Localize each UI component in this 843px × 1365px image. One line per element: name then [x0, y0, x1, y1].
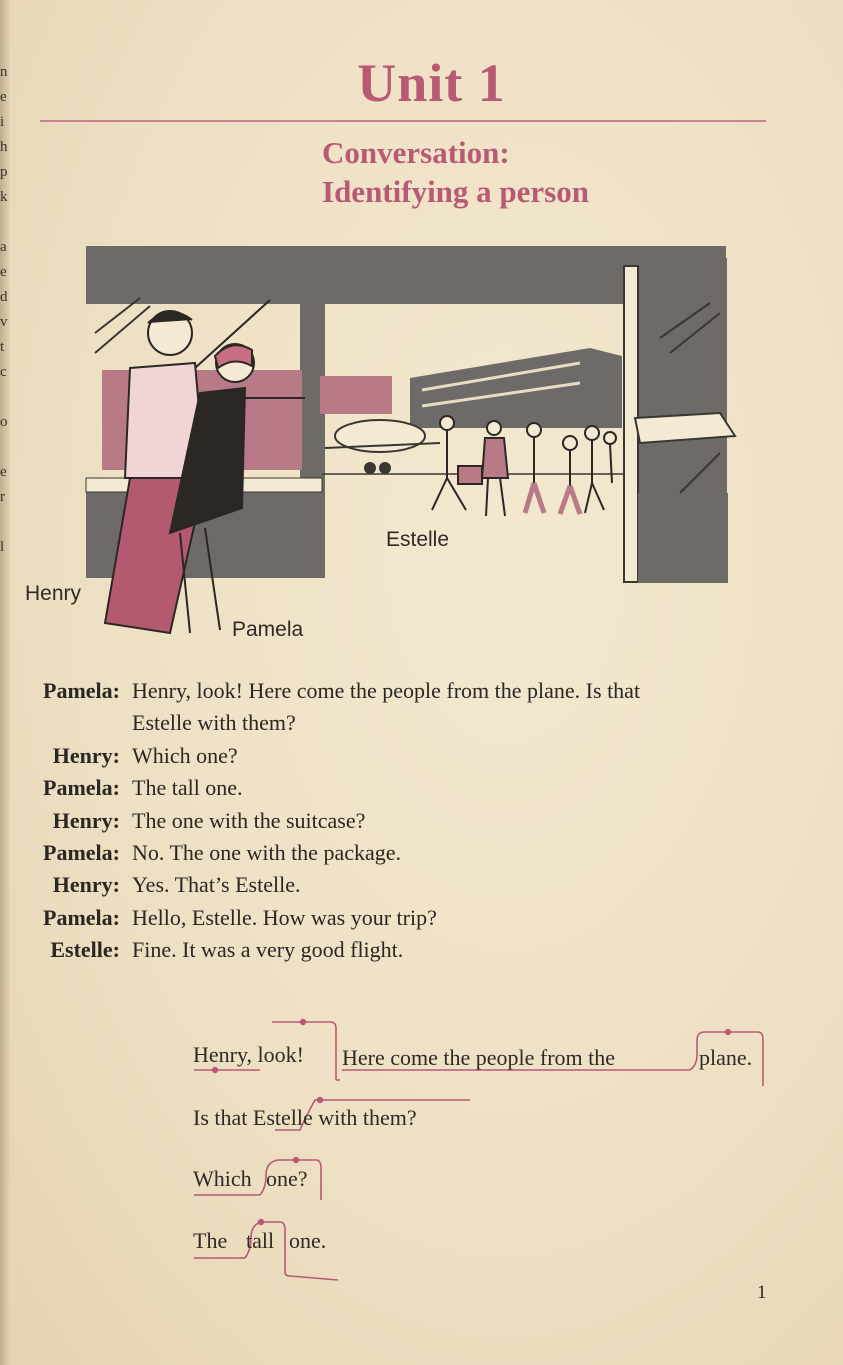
- dialogue-text: The one with the suitcase?: [132, 807, 366, 833]
- speaker-name: Henry:: [52, 807, 120, 833]
- dialogue-text: Which one?: [132, 742, 238, 768]
- airport-illustration: [20, 238, 740, 653]
- gutter-letter: [0, 435, 10, 460]
- gutter-letter: l: [0, 539, 5, 555]
- intonation-line-1a: Henry, look!: [193, 1042, 304, 1067]
- gutter-letter: [0, 510, 10, 535]
- intonation-line-3a: Which: [193, 1166, 252, 1191]
- gutter-letter: o: [0, 414, 8, 430]
- intonation-line-2: Is that Estelle with them?: [193, 1105, 417, 1130]
- dialogue-text: The tall one.: [132, 775, 243, 801]
- speaker-name: Estelle:: [50, 937, 120, 963]
- speaker-name: Pamela:: [43, 775, 120, 801]
- intonation-line-4b: tall: [246, 1228, 275, 1253]
- intonation-line-1b: Here come the people from the: [342, 1045, 616, 1070]
- gutter-letter: a: [0, 239, 7, 255]
- intonation-practice: [0, 1010, 843, 1310]
- subtitle: [322, 133, 589, 211]
- speaker-name: Henry:: [52, 742, 120, 768]
- gutter-letter: e: [0, 89, 7, 105]
- gutter-letter: t: [0, 339, 5, 355]
- label-estelle: Estelle: [386, 528, 450, 551]
- speaker-name: Pamela:: [43, 678, 120, 703]
- gutter-letter: r: [0, 489, 5, 505]
- label-henry: Henry: [25, 582, 82, 605]
- dialogue-text: No. The one with the package.: [132, 840, 402, 865]
- label-pamela: Pamela: [232, 618, 304, 641]
- gutter-letter: c: [0, 364, 7, 380]
- gutter-letter: e: [0, 264, 7, 280]
- speaker-name: Pamela:: [43, 904, 120, 930]
- dialogue-text: Yes. That’s Estelle.: [132, 872, 301, 898]
- passengers: [432, 416, 616, 516]
- gutter-letter: [0, 385, 10, 410]
- page-title: Unit 1: [357, 53, 506, 113]
- intonation-line-4a: The: [193, 1228, 228, 1253]
- page-number: 1: [757, 1282, 767, 1303]
- gutter-letter: p: [0, 164, 8, 180]
- speaker-name: Pamela:: [43, 840, 120, 865]
- dialogue-text: Henry, look! Here come the people from the plane. Is that: [132, 678, 641, 703]
- dialogue-text: Fine. It was a very good flight.: [132, 937, 404, 963]
- subtitle-line-1: Conversation:: [322, 135, 510, 170]
- subtitle-line-2: Identifying a person: [322, 174, 589, 209]
- title-rule: [40, 120, 766, 122]
- gutter-letter: i: [0, 114, 5, 130]
- intonation-line-1c: plane.: [699, 1045, 753, 1070]
- gutter-letters: [0, 60, 10, 560]
- gutter-letter: d: [0, 289, 8, 305]
- gutter-letter: k: [0, 189, 8, 205]
- dialogue-text: Estelle with them?: [132, 710, 296, 736]
- dialogue-text: Hello, Estelle. How was your trip?: [132, 904, 437, 930]
- airport-scene: [20, 238, 740, 648]
- frame-bottom-right: [638, 493, 728, 583]
- intonation-line-3b: one?: [266, 1166, 308, 1191]
- gutter-letter: v: [0, 314, 8, 330]
- gutter-letter: h: [0, 139, 8, 155]
- intonation-line-4c: one.: [289, 1228, 327, 1253]
- gutter-letter: e: [0, 464, 7, 480]
- gutter-letter: n: [0, 64, 8, 80]
- gutter-letter: [0, 210, 10, 235]
- speaker-name: Henry:: [52, 872, 120, 898]
